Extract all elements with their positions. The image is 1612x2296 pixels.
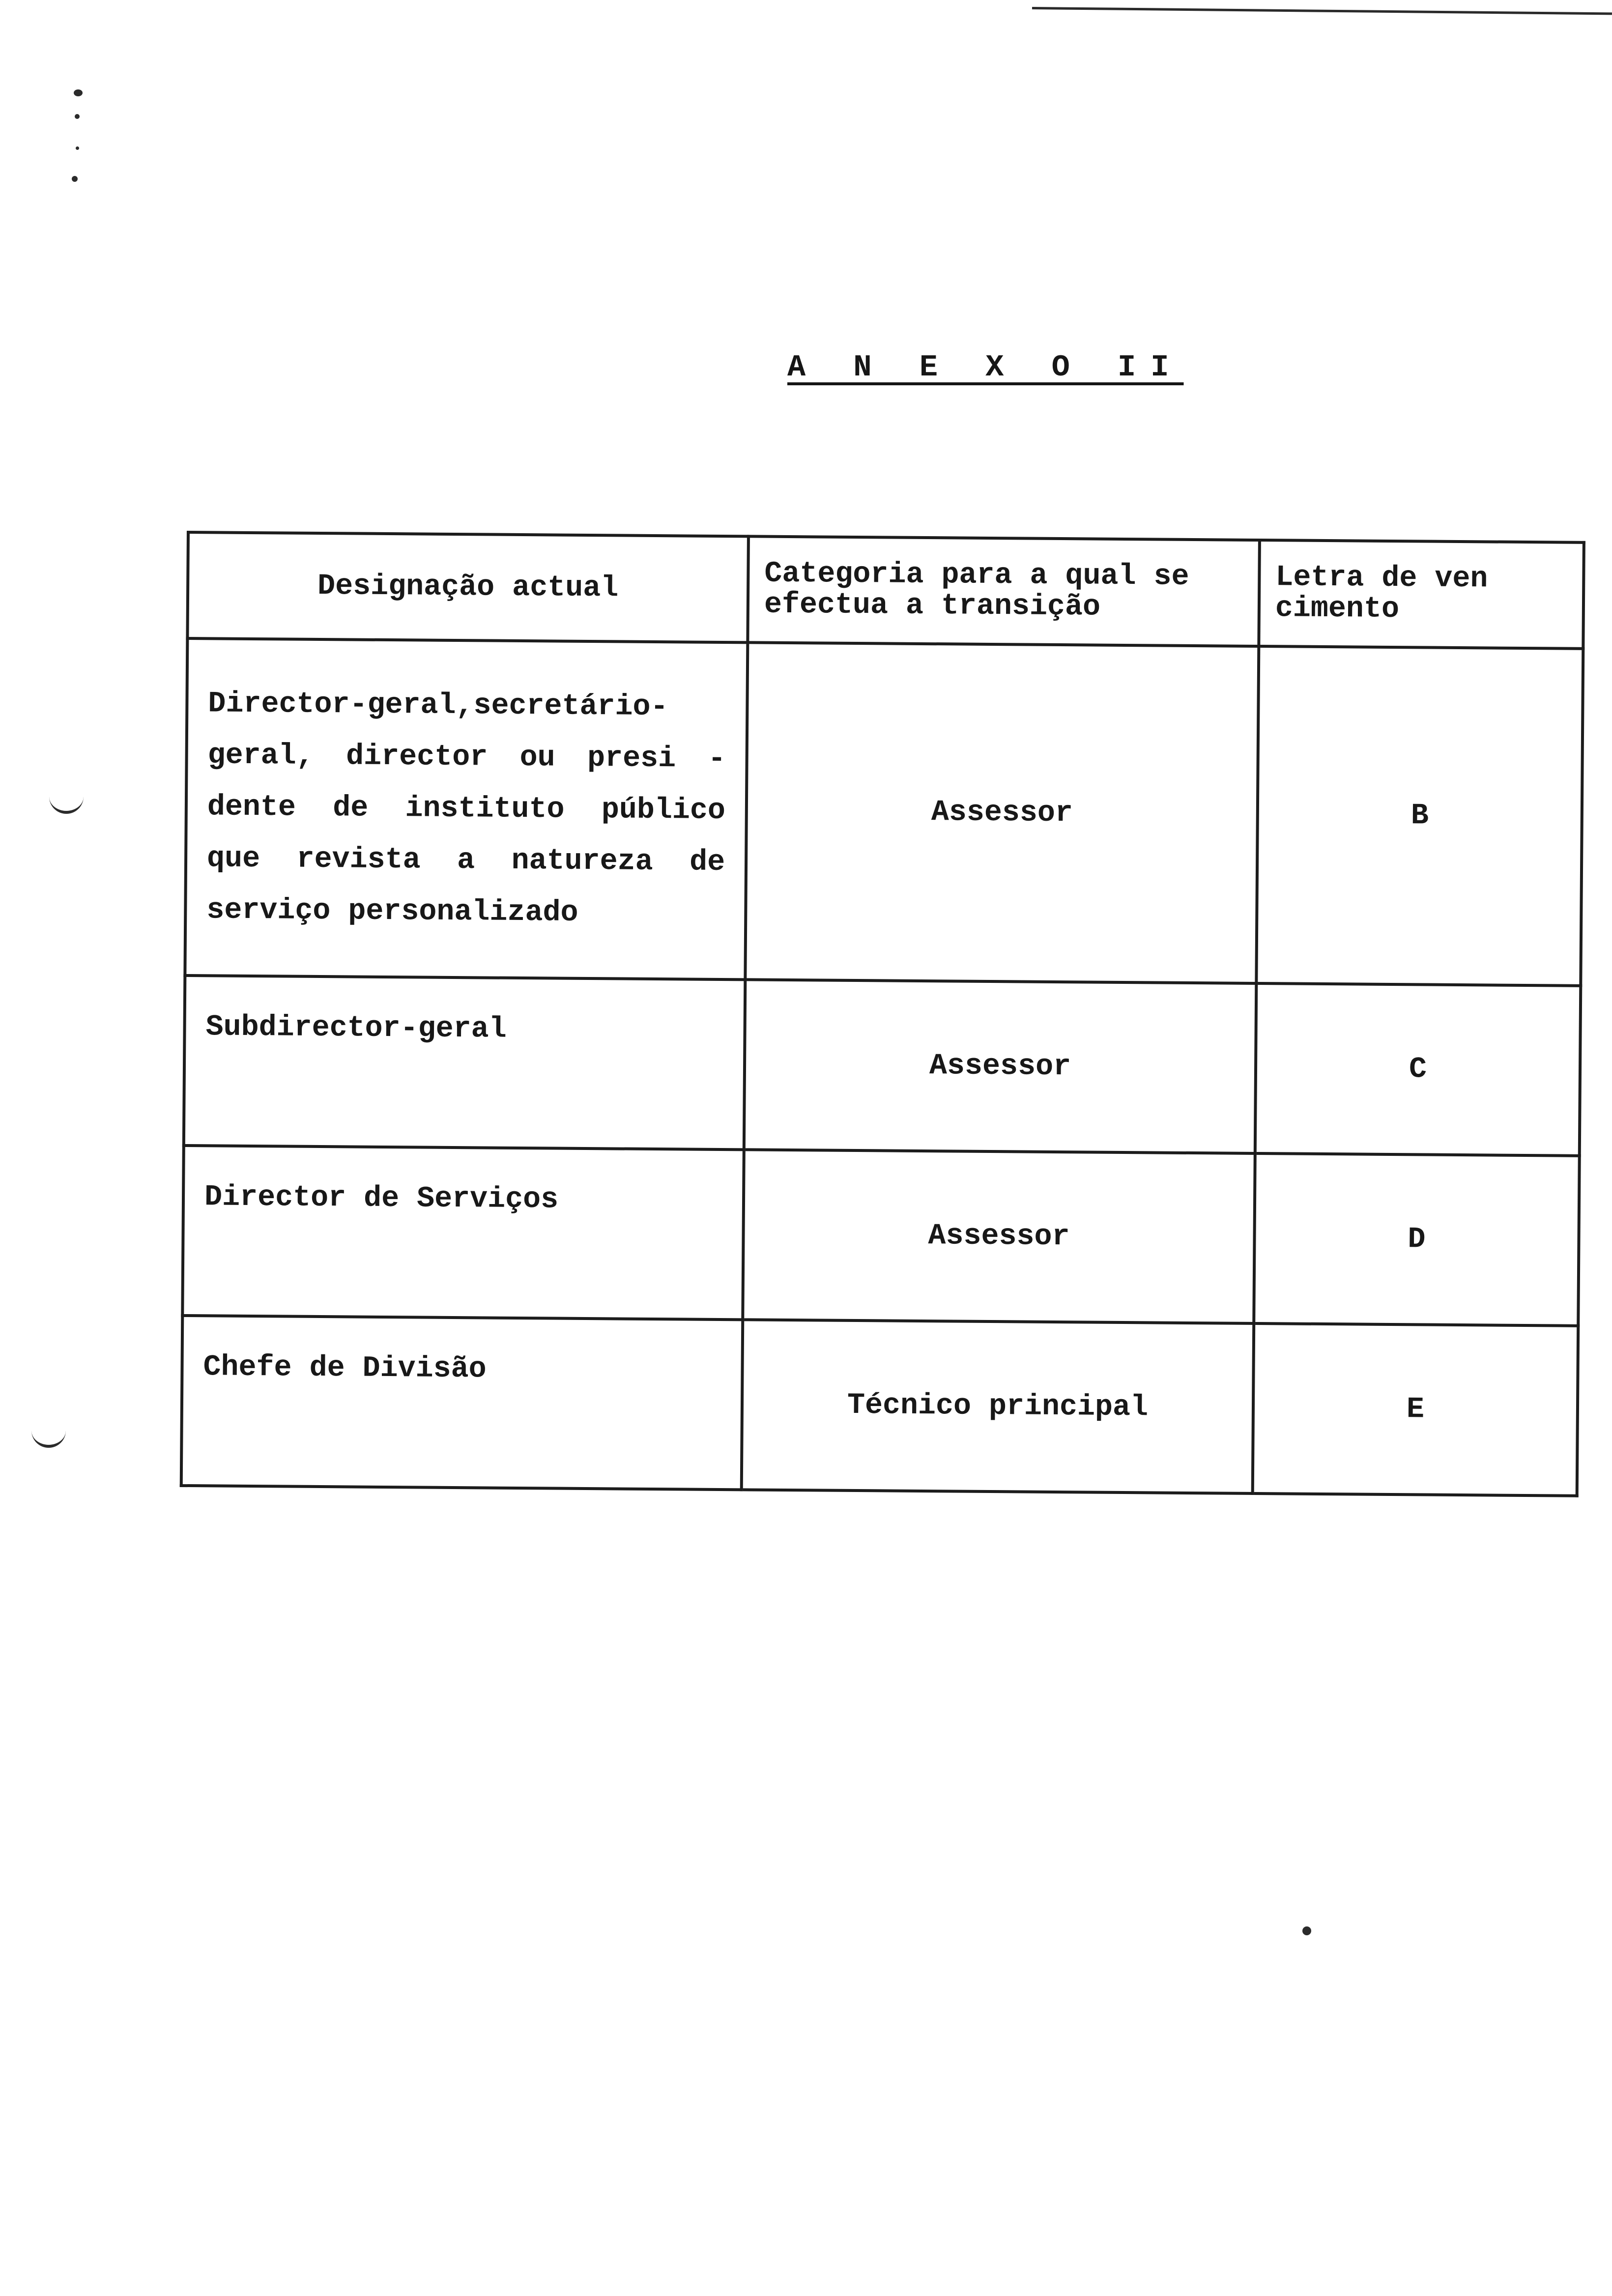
table-row [181, 1316, 1578, 1496]
punch-hole-mark [31, 1425, 66, 1448]
scan-speck [1302, 1926, 1311, 1935]
cell-letra: B [1256, 646, 1583, 986]
header-letra-line-2: cimento [1275, 592, 1400, 627]
cell-designacao: Subdirector-geral [184, 976, 746, 1149]
table-row [184, 976, 1581, 1156]
table-header-row [187, 532, 1584, 649]
cell-letra: D [1254, 1153, 1580, 1326]
scan-edge-rule [1032, 7, 1612, 15]
punch-hole-mark [49, 791, 84, 814]
header-designacao: Designação actual [187, 532, 748, 642]
table-row [185, 638, 1583, 986]
annex-title: A N E X O II [787, 350, 1184, 385]
cell-designacao: Director-geral,secretário-geral, director ou presi - dente de instituto público que revista a natureza de serviço personalizado [185, 638, 748, 979]
annex-table [180, 531, 1585, 1497]
cell-letra: C [1255, 983, 1581, 1156]
scan-speck [76, 146, 79, 150]
cell-categoria: Assessor [744, 979, 1257, 1153]
header-letra [1259, 540, 1584, 649]
cell-categoria: Assessor [745, 642, 1259, 983]
header-categoria [748, 536, 1260, 646]
annex-table-wrapper [180, 531, 1583, 1427]
header-letra-line-1: Letra de ven [1275, 561, 1488, 596]
cell-letra: E [1253, 1323, 1579, 1496]
header-categoria-line-1: Categoria para a qual se [764, 557, 1189, 594]
cell-categoria: Assessor [743, 1149, 1255, 1323]
table-row [182, 1146, 1579, 1326]
cell-designacao: Director de Serviços [182, 1146, 744, 1320]
header-categoria-line-2: efectua a transição [764, 588, 1101, 624]
scan-speck [75, 114, 80, 119]
cell-designacao: Chefe de Divisão [181, 1316, 743, 1490]
cell-categoria: Técnico principal [742, 1320, 1254, 1493]
scan-speck [74, 89, 83, 96]
scan-speck [72, 176, 78, 182]
